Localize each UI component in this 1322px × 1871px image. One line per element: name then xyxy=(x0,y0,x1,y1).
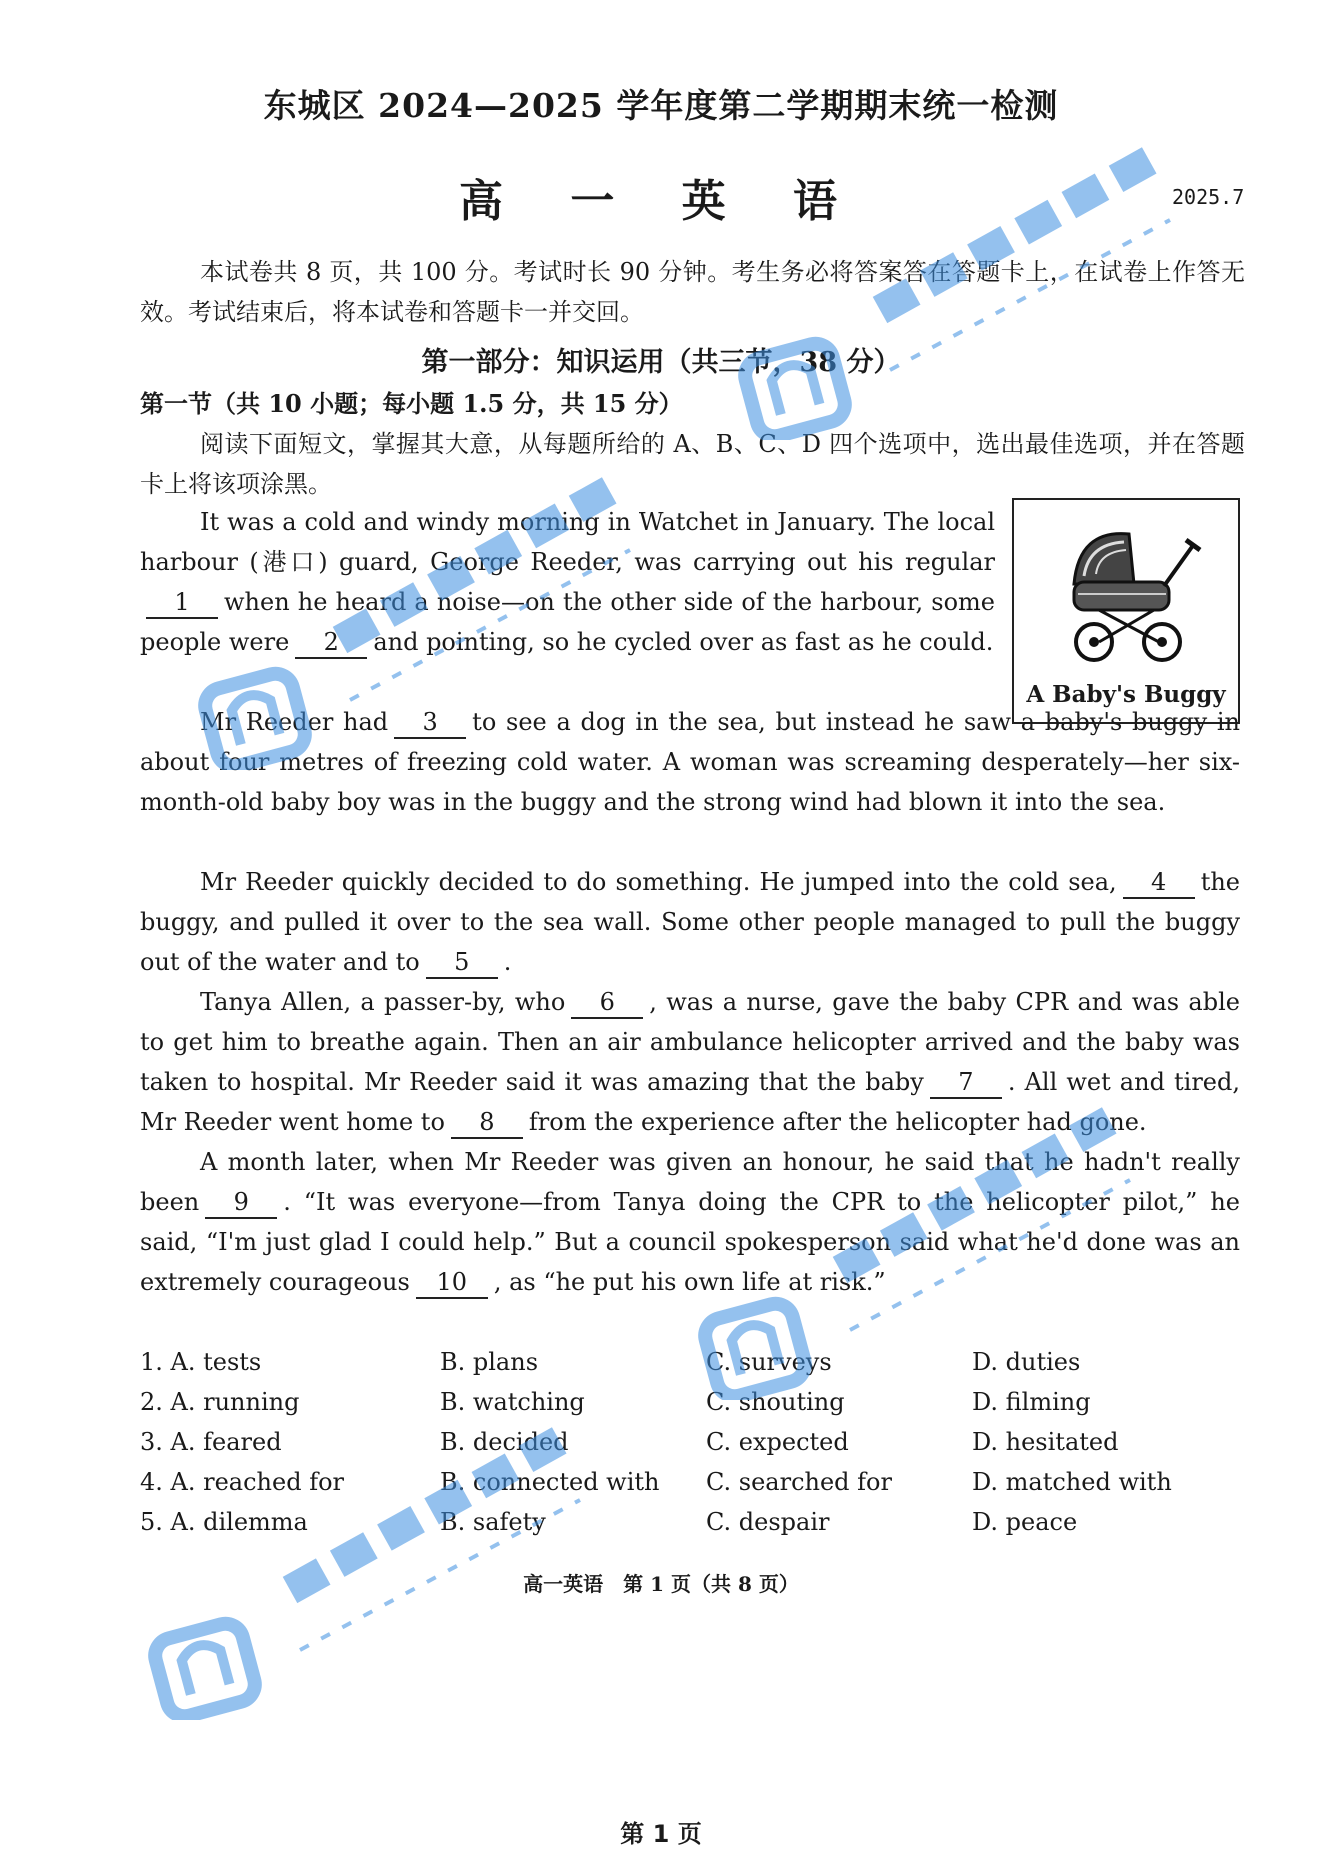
option-d: D. matched with xyxy=(972,1468,1172,1496)
blank-9: 9 xyxy=(205,1187,277,1219)
option-d: D. duties xyxy=(972,1348,1081,1376)
part-title: 第一部分：知识运用（共三节，38 分） xyxy=(421,347,901,378)
blank-8: 8 xyxy=(451,1107,523,1139)
option-a: 3. A. feared xyxy=(140,1428,282,1456)
blank-5: 5 xyxy=(426,947,498,979)
passage-paragraph-1: It was a cold and windy morning in Watchet in January. The local harbour (港口) guard, George Reeder, was carrying out his regular1 when he heard a noise—on the other side of the harbour, some people were 2 and pointing, so he cycled over as fast as he could. xyxy=(140,502,995,662)
question-options-row xyxy=(140,1388,1240,1428)
blank-2: 2 xyxy=(295,627,367,659)
page-footer: 高一英语 第 1 页（共 8 页） xyxy=(523,1572,799,1596)
exam-title: 东城区 2024—2025 学年度第二学期期末统一检测 xyxy=(263,86,1059,125)
option-c: C. despair xyxy=(706,1508,830,1536)
figure-caption: A Baby's Buggy xyxy=(1026,681,1226,708)
blank-4: 4 xyxy=(1123,867,1195,899)
question-options-row xyxy=(140,1348,1240,1388)
blank-6: 6 xyxy=(571,987,643,1019)
option-c: C. surveys xyxy=(706,1348,832,1376)
option-a: 2. A. running xyxy=(140,1388,300,1416)
blank-10: 10 xyxy=(416,1267,488,1299)
passage-paragraph-4: Tanya Allen, a passer-by, who 6 , was a nurse, gave the baby CPR and was able to get him to breathe again. Then an air ambulance helicopter arrived and the baby was taken to hospital. Mr Reeder said it was amazing that the baby 7 . All wet and tired, Mr Reeder went home to 8 from the experience after the helicopter had gone. xyxy=(140,982,1240,1142)
option-d: D. peace xyxy=(972,1508,1078,1536)
exam-date: 2025.7 xyxy=(1172,185,1245,209)
question-options-row xyxy=(140,1508,1240,1548)
passage-paragraph-3: Mr Reeder quickly decided to do something. He jumped into the cold sea, 4 the buggy, and pulled it over to the sea wall. Some other people managed to pull the buggy out of the water and to 5 . xyxy=(140,862,1240,982)
option-d: D. filming xyxy=(972,1388,1091,1416)
option-b: B. decided xyxy=(440,1428,569,1456)
blank-3: 3 xyxy=(394,707,466,739)
option-a: 5. A. dilemma xyxy=(140,1508,308,1536)
option-c: C. shouting xyxy=(706,1388,845,1416)
option-a: 1. A. tests xyxy=(140,1348,262,1376)
page-number: 第 1 页 xyxy=(620,1820,702,1848)
option-a: 4. A. reached for xyxy=(140,1468,344,1496)
option-b: B. watching xyxy=(440,1388,585,1416)
option-d: D. hesitated xyxy=(972,1428,1119,1456)
option-b: B. connected with xyxy=(440,1468,660,1496)
passage-paragraph-5: A month later, when Mr Reeder was given an honour, he said that he hadn't really been 9 . “It was everyone—from Tanya doing the CPR to the helicopter pilot,” he said, “I'm just glad I could help.” But a council spokesperson said what he'd done was an extremely courageous 10 , as “he put his own life at risk.” xyxy=(140,1142,1240,1302)
option-b: B. plans xyxy=(440,1348,539,1376)
question-options-row xyxy=(140,1428,1240,1468)
option-c: C. expected xyxy=(706,1428,849,1456)
blank-1: 1 xyxy=(146,587,218,619)
buggy-icon xyxy=(1054,514,1204,664)
option-b: B. safety xyxy=(440,1508,546,1536)
answer-options xyxy=(140,1348,1240,1548)
question-options-row xyxy=(140,1468,1240,1508)
passage-paragraph-2: Mr Reeder had 3 to see a dog in the sea, but instead he saw a baby's buggy in about four metres of freezing cold water. A woman was screaming desperately—her six-month-old baby boy was in the buggy and the strong wind had blown it into the sea. xyxy=(140,708,1240,816)
section-title: 第一节（共 10 小题；每小题 1.5 分，共 15 分） xyxy=(140,389,683,418)
blank-7: 7 xyxy=(930,1067,1002,1099)
exam-instructions: 本试卷共 8 页，共 100 分。考试时长 90 分钟。考生务必将答案答在答题卡上，在试卷上作答无效。考试结束后，将本试卷和答题卡一并交回。 xyxy=(140,258,1245,326)
section-directions: 阅读下面短文，掌握其大意，从每题所给的 A、B、C、D 四个选项中，选出最佳选项，并在答题卡上将该项涂黑。 xyxy=(140,430,1245,498)
subject-title: 高 一 英 语 xyxy=(459,176,863,227)
option-c: C. searched for xyxy=(706,1468,892,1496)
baby-buggy-figure xyxy=(1012,498,1240,724)
